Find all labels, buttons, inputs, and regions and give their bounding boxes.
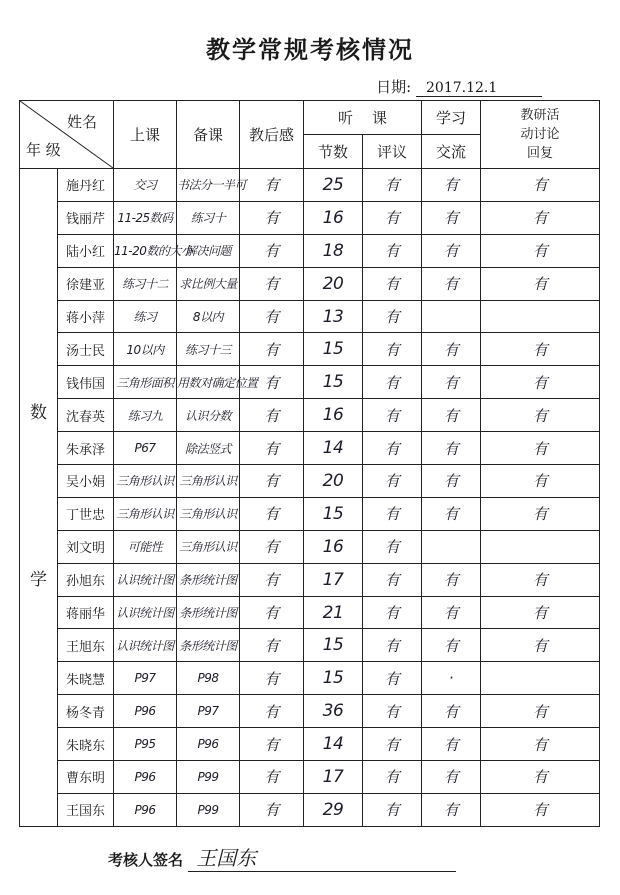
table-row [20,201,600,234]
table-row [20,793,600,826]
table-row [20,563,600,596]
date-row [376,76,542,97]
exchange-cell [422,300,481,333]
teacher-name: 曹东明 [58,761,114,794]
sessions-cell: 14 [304,728,363,761]
reflection-cell: 有 [240,596,304,629]
reflection-cell: 有 [240,267,304,300]
teacher-name: 杨冬青 [58,695,114,728]
header-research [481,101,600,169]
sessions-cell: 15 [304,333,363,366]
sessions-cell: 17 [304,563,363,596]
research-cell: 有 [481,728,600,761]
exchange-cell: 有 [422,201,481,234]
sessions-cell: 16 [304,201,363,234]
lecture-cell: P96 [114,761,177,794]
research-cell: 有 [481,465,600,498]
reflection-cell: 有 [240,728,304,761]
prep-cell: 求比例大量 [177,267,240,300]
research-cell: 有 [481,169,600,202]
review-cell: 有 [363,300,422,333]
reflection-cell: 有 [240,563,304,596]
table-row [20,234,600,267]
exchange-cell: 有 [422,399,481,432]
lecture-cell: P96 [114,695,177,728]
prep-cell: 除法竖式 [177,432,240,465]
lecture-cell: 交习 [114,169,177,202]
lecture-cell: P95 [114,728,177,761]
prep-cell: 练习十 [177,201,240,234]
reflection-cell: 有 [240,432,304,465]
teacher-name: 朱晓东 [58,728,114,761]
review-cell: 有 [363,662,422,695]
lecture-cell: 认识统计图 [114,563,177,596]
prep-cell: 用数对确定位置 [177,366,240,399]
header-lecture: 上课 [114,101,177,169]
header-study-exchange: 交流 [422,135,481,169]
prep-cell: 条形统计图 [177,596,240,629]
teacher-name: 丁世忠 [58,497,114,530]
review-cell: 有 [363,761,422,794]
sessions-cell: 20 [304,465,363,498]
research-cell: 有 [481,201,600,234]
teacher-name: 钱丽芹 [58,201,114,234]
sessions-cell: 15 [304,497,363,530]
exchange-cell: 有 [422,234,481,267]
teacher-name: 陆小红 [58,234,114,267]
prep-cell: P98 [177,662,240,695]
table-row [20,497,600,530]
research-cell [481,662,600,695]
exchange-cell: 有 [422,629,481,662]
reflection-cell: 有 [240,333,304,366]
signature-label: 考核人签名 [108,851,184,869]
research-cell: 有 [481,629,600,662]
reflection-cell: 有 [240,629,304,662]
review-cell: 有 [363,201,422,234]
prep-cell: P99 [177,761,240,794]
table-row [20,629,600,662]
review-cell: 有 [363,169,422,202]
exchange-cell: 有 [422,366,481,399]
teacher-name: 蒋丽华 [58,596,114,629]
subject-cell [20,169,58,827]
subject-char: 数 [30,403,47,424]
research-cell [481,300,600,333]
exchange-cell [422,530,481,563]
header-reflection: 教后感 [240,101,304,169]
exchange-cell: · [422,662,481,695]
lecture-cell: 认识统计图 [114,596,177,629]
teacher-name: 钱伟国 [58,366,114,399]
date-label: 日期: [376,78,412,96]
reflection-cell: 有 [240,695,304,728]
prep-cell: 三角形认识 [177,530,240,563]
teacher-name: 朱晓慧 [58,662,114,695]
header-corner-cell [20,101,114,169]
prep-cell: P97 [177,695,240,728]
teacher-name: 孙旭东 [58,563,114,596]
prep-cell: 条形统计图 [177,629,240,662]
sessions-cell: 21 [304,596,363,629]
teacher-name: 汤士民 [58,333,114,366]
reflection-cell: 有 [240,662,304,695]
table-row [20,596,600,629]
header-research-line1: 教研活 [520,108,560,123]
prep-cell: 书法分一半可 [177,169,240,202]
reflection-cell: 有 [240,530,304,563]
table-row [20,530,600,563]
sessions-cell: 36 [304,695,363,728]
exchange-cell: 有 [422,596,481,629]
table-row [20,761,600,794]
review-cell: 有 [363,695,422,728]
lecture-cell: 三角形认识 [114,465,177,498]
research-cell: 有 [481,761,600,794]
exchange-cell: 有 [422,761,481,794]
exchange-cell: 有 [422,695,481,728]
prep-cell: 三角形认识 [177,465,240,498]
exchange-cell: 有 [422,333,481,366]
review-cell: 有 [363,596,422,629]
sessions-cell: 16 [304,530,363,563]
reflection-cell: 有 [240,793,304,826]
review-cell: 有 [363,497,422,530]
prep-cell: 8以内 [177,300,240,333]
table-row [20,662,600,695]
teacher-name: 刘文明 [58,530,114,563]
header-name-label: 姓名 [66,113,97,131]
table-row [20,300,600,333]
teacher-name: 徐建亚 [58,267,114,300]
exchange-cell: 有 [422,728,481,761]
prep-cell: 三角形认识 [177,497,240,530]
review-cell: 有 [363,234,422,267]
header-grade-label: 年 级 [26,141,61,159]
review-cell: 有 [363,465,422,498]
teacher-name: 朱承泽 [58,432,114,465]
research-cell: 有 [481,497,600,530]
sessions-cell: 18 [304,234,363,267]
lecture-cell: P97 [114,662,177,695]
teacher-name: 蒋小萍 [58,300,114,333]
prep-cell: 条形统计图 [177,563,240,596]
reflection-cell: 有 [240,234,304,267]
table-body [20,169,600,827]
prep-cell: 解决问题 [177,234,240,267]
research-cell [481,530,600,563]
exchange-cell: 有 [422,465,481,498]
signature-row [108,842,456,872]
research-cell: 有 [481,267,600,300]
teacher-name: 王旭东 [58,629,114,662]
table-row [20,432,600,465]
reflection-cell: 有 [240,465,304,498]
review-cell: 有 [363,432,422,465]
page-title: 教学常规考核情况 [206,35,414,64]
research-cell: 有 [481,399,600,432]
teacher-name: 王国东 [58,793,114,826]
research-cell: 有 [481,333,600,366]
table-row [20,169,600,202]
prep-cell: 练习十三 [177,333,240,366]
table-row [20,728,600,761]
teacher-name: 沈春英 [58,399,114,432]
exchange-cell: 有 [422,267,481,300]
header-research-line2: 动讨论 [520,127,560,142]
research-cell: 有 [481,793,600,826]
sessions-cell: 15 [304,366,363,399]
research-cell: 有 [481,563,600,596]
lecture-cell: 三角形认识 [114,497,177,530]
lecture-cell: 可能性 [114,530,177,563]
table-row [20,695,600,728]
review-cell: 有 [363,530,422,563]
subject-char: 学 [30,570,47,591]
sessions-cell: 14 [304,432,363,465]
reflection-cell: 有 [240,761,304,794]
prep-cell: 认识分数 [177,399,240,432]
research-cell: 有 [481,366,600,399]
teacher-name: 施丹红 [58,169,114,202]
exchange-cell: 有 [422,563,481,596]
table-row [20,399,600,432]
review-cell: 有 [363,333,422,366]
lecture-cell: 三角形面积 [114,366,177,399]
review-cell: 有 [363,366,422,399]
research-cell: 有 [481,695,600,728]
sessions-cell: 29 [304,793,363,826]
table-row [20,333,600,366]
review-cell: 有 [363,629,422,662]
review-cell: 有 [363,728,422,761]
lecture-cell: 10以内 [114,333,177,366]
lecture-cell: 练习十二 [114,267,177,300]
sessions-cell: 15 [304,629,363,662]
review-cell: 有 [363,563,422,596]
lecture-cell: 练习 [114,300,177,333]
header-research-line3: 回复 [527,146,554,161]
research-cell: 有 [481,234,600,267]
header-sessions: 节数 [304,135,363,169]
review-cell: 有 [363,793,422,826]
lecture-cell: 11-25数码 [114,201,177,234]
header-study-group: 学习 [422,101,481,135]
reflection-cell: 有 [240,497,304,530]
table-row [20,267,600,300]
sessions-cell: 20 [304,267,363,300]
prep-cell: P96 [177,728,240,761]
lecture-cell: 练习九 [114,399,177,432]
table-row [20,465,600,498]
sessions-cell: 16 [304,399,363,432]
exchange-cell: 有 [422,793,481,826]
assessment-table [19,100,600,827]
exchange-cell: 有 [422,497,481,530]
sessions-cell: 13 [304,300,363,333]
header-review: 评议 [363,135,422,169]
sessions-cell: 17 [304,761,363,794]
prep-cell: P99 [177,793,240,826]
lecture-cell: 认识统计图 [114,629,177,662]
header-listen-group: 听 课 [304,101,422,135]
lecture-cell: P96 [114,793,177,826]
header-prep: 备课 [177,101,240,169]
reflection-cell: 有 [240,169,304,202]
reflection-cell: 有 [240,201,304,234]
lecture-cell: 11-20数的大小 [114,234,177,267]
exchange-cell: 有 [422,432,481,465]
review-cell: 有 [363,267,422,300]
sessions-cell: 25 [304,169,363,202]
signature-value: 王国东 [188,842,456,872]
research-cell: 有 [481,596,600,629]
review-cell: 有 [363,399,422,432]
research-cell: 有 [481,432,600,465]
sessions-cell: 15 [304,662,363,695]
exchange-cell: 有 [422,169,481,202]
table-row [20,366,600,399]
reflection-cell: 有 [240,366,304,399]
teacher-name: 吴小娟 [58,465,114,498]
lecture-cell: P67 [114,432,177,465]
reflection-cell: 有 [240,399,304,432]
date-value: 2017.12.1 [416,80,542,97]
reflection-cell: 有 [240,300,304,333]
